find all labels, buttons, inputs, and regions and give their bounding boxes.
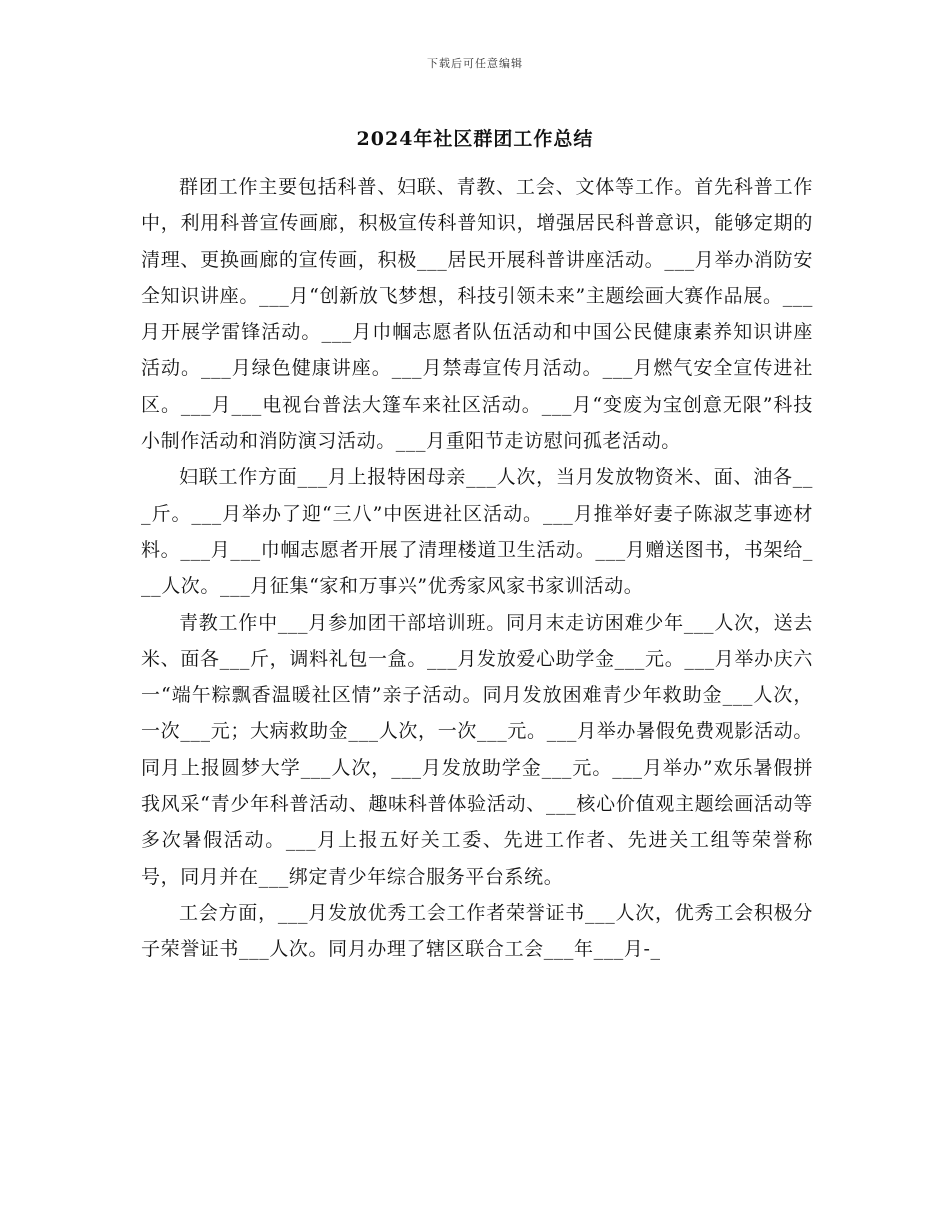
paragraph-trade-union: 工会方面，___月发放优秀工会工作者荣誉证书___人次，优秀工会积极分子荣誉证书___人次。同月办理了辖区联合工会___年___月-_ (141, 901, 813, 961)
paragraph-women-federation: 妇联工作方面___月上报特困母亲___人次，当月发放物资米、面、油各___斤。___月举办了迎“三八”中医进社区活动。___月推举好妻子陈淑芝事迹材料。___月___巾帼志愿者开展了清理楼道卫生活动。___月赠送图书，书架给___人次。___月征集“家和万事兴”优秀家风家书家训活动。 (141, 466, 813, 598)
paragraph-science: 群团工作主要包括科普、妇联、青教、工会、文体等工作。首先科普工作中，利用科普宣传画廊，积极宣传科普知识，增强居民科普意识，能够定期的清理、更换画廊的宣传画，积极___居民开展科普讲座活动。___月举办消防安全知识讲座。___月“创新放飞梦想，科技引领未来”主题绘画大赛作品展。___月开展学雷锋活动。___月巾帼志愿者队伍活动和中国公民健康素养知识讲座活动。___月绿色健康讲座。___月禁毒宣传月活动。___月燃气安全宣传进社区。___月___电视台普法大篷车来社区活动。___月“变废为宝创意无限”科技小制作活动和消防演习活动。___月重阳节走访慰问孤老活动。 (141, 176, 813, 453)
header-note: 下载后可任意编辑 (427, 57, 523, 70)
document-body (141, 169, 813, 968)
paragraph-youth-education: 青教工作中___月参加团干部培训班。同月末走访困难少年___人次，送去米、面各___斤，调料礼包一盒。___月发放爱心助学金___元。___月举办庆六一“端午粽飘香温暖社区情”亲子活动。同月发放困难青少年救助金___人次，一次___元；大病救助金___人次，一次___元。___月举办暑假免费观影活动。同月上报圆梦大学___人次，___月发放助学金___元。___月举办”欢乐暑假拼我风采“青少年科普活动、趣味科普体验活动、___核心价值观主题绘画活动等多次暑假活动。___月上报五好关工委、先进工作者、先进关工组等荣誉称号，同月并在___绑定青少年综合服务平台系统。 (141, 611, 813, 888)
page-title: 2024年社区群团工作总结 (356, 128, 594, 150)
